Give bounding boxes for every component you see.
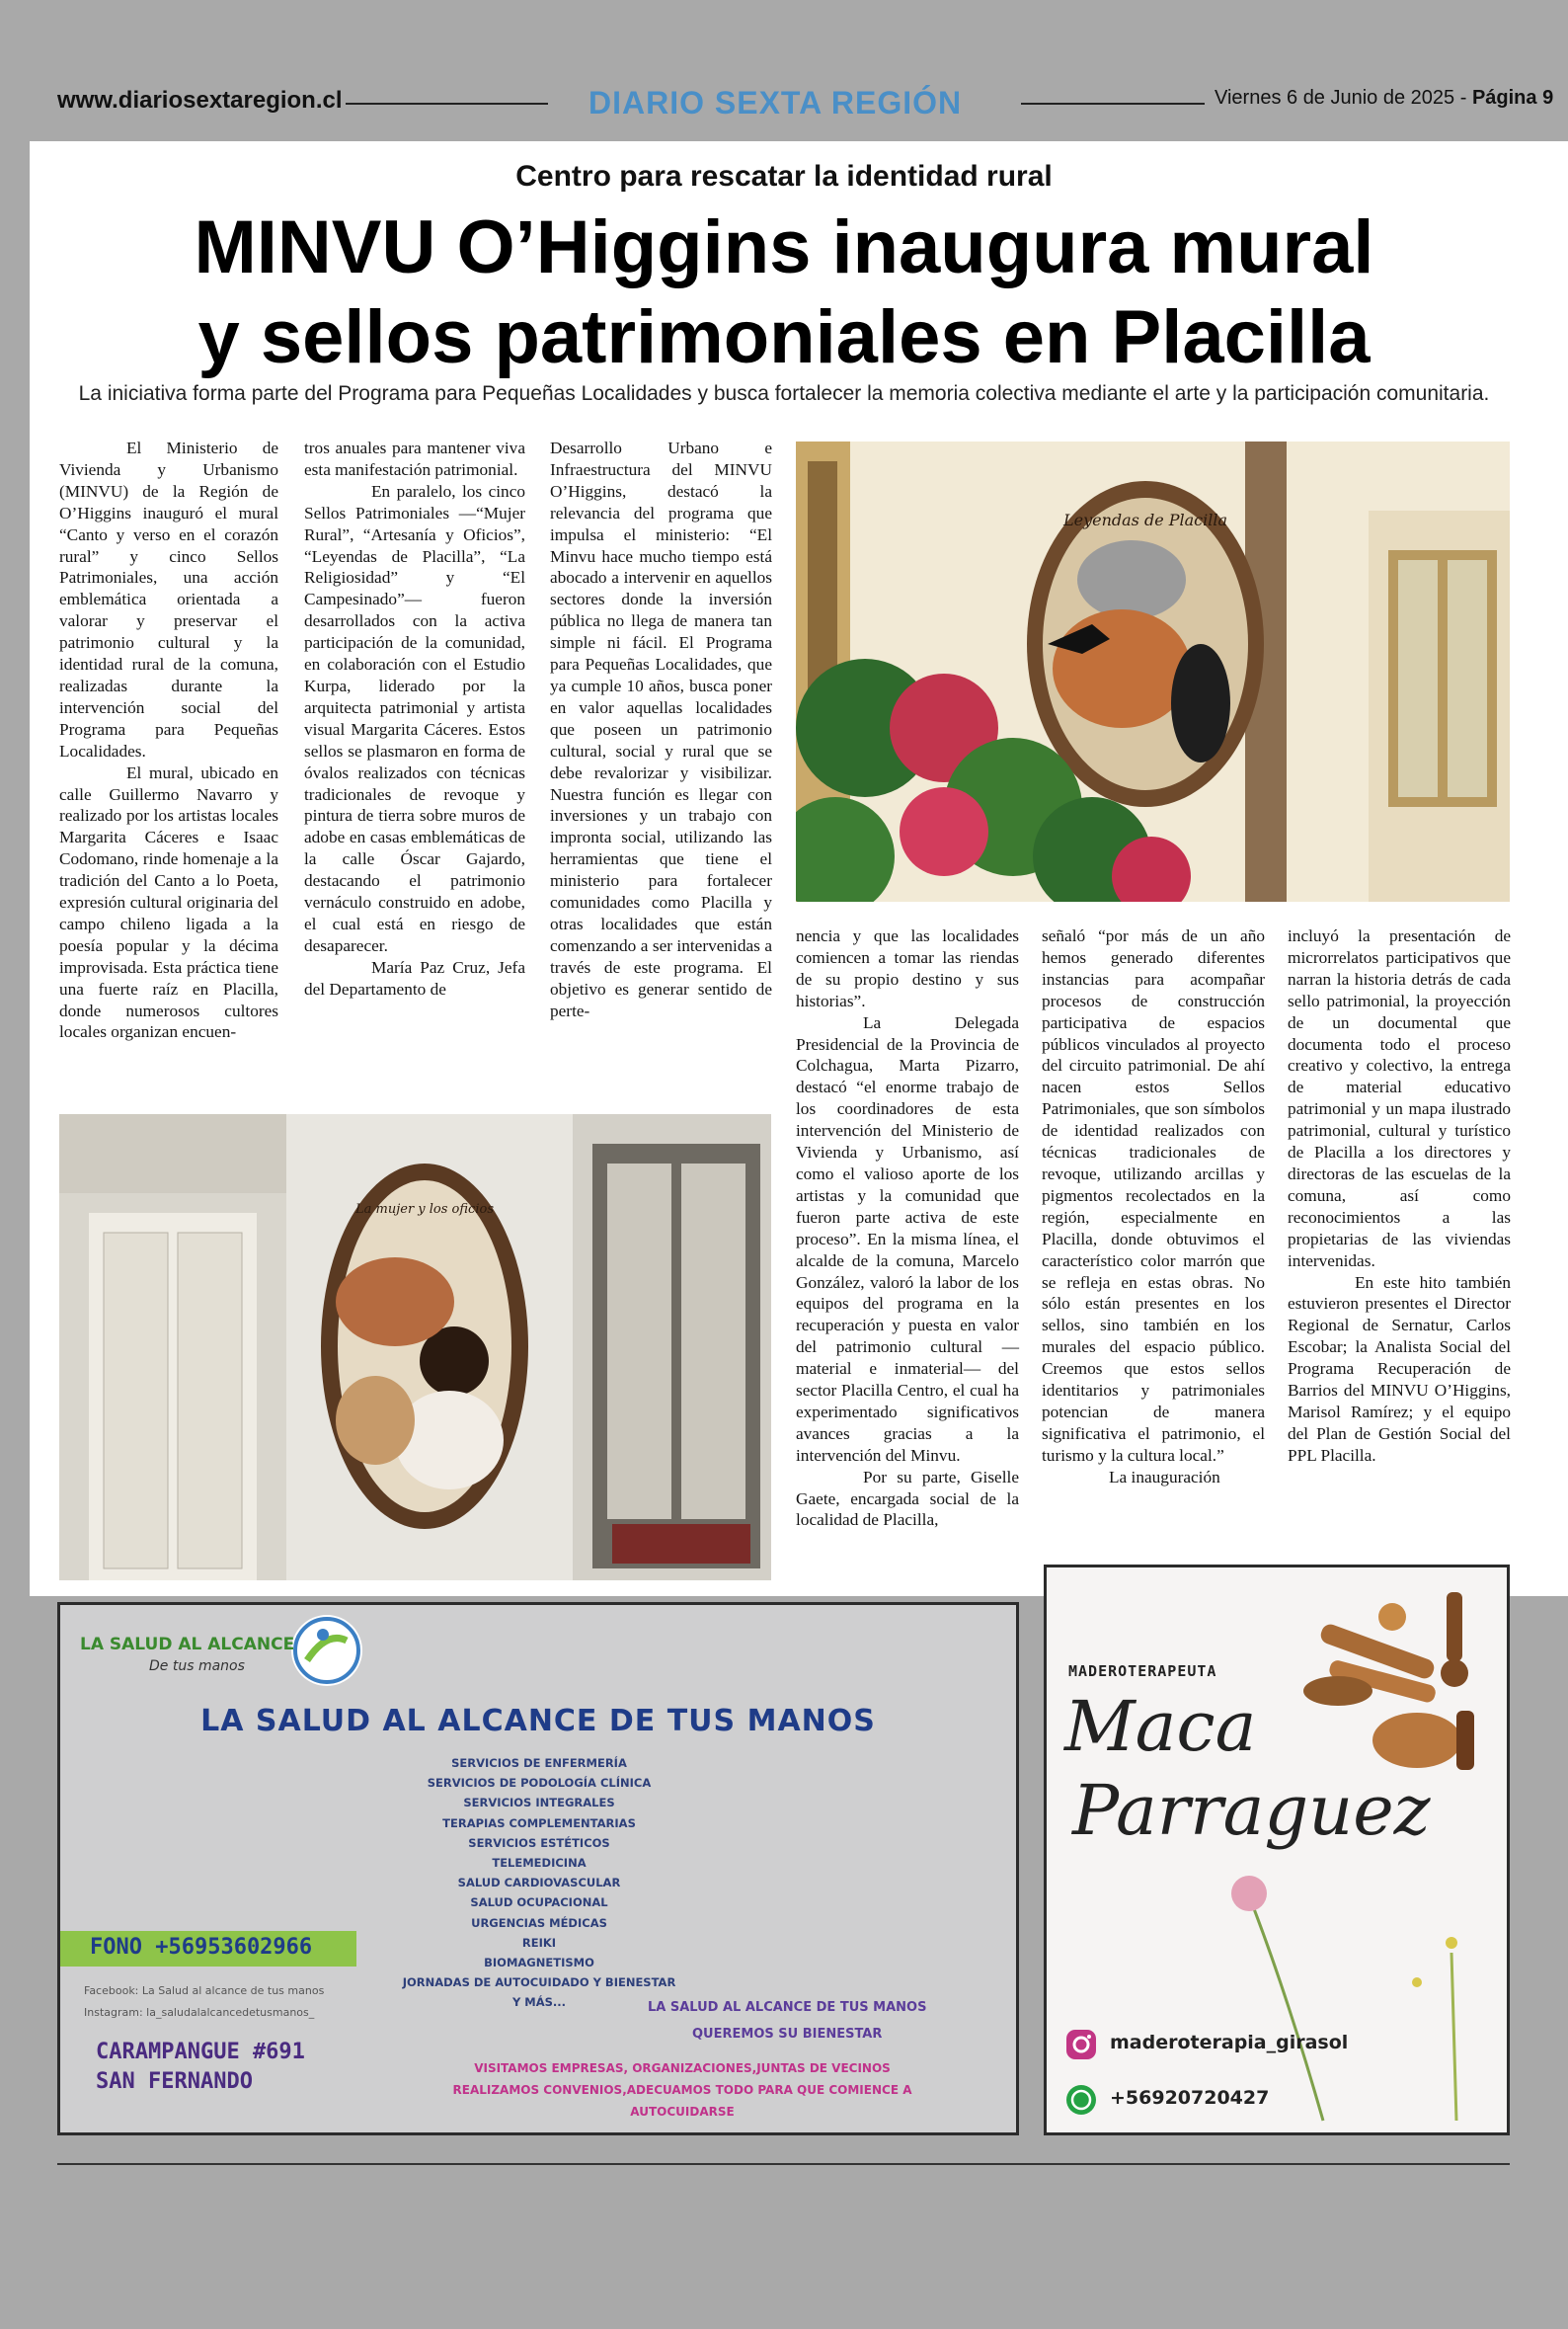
article-headline (0, 202, 1568, 382)
paragraph: señaló “por más de un año hemos generado diferentes instancias para acompañar procesos de construcción participativa de espacios públicos vinculados al proyecto del circuito patrimonial. De ahí nacen estos Sellos Patrimoniales, que son símbolos de identidad realizados con técnicas tradicionales de revoque, utilizando arcillas y pigmentos recolectados en la región, especialmente en Placilla, donde obtuvimos el característico color marrón que se refleja en estas obras. No sólo están presentes en los sellos, sino también en los murales del espacio público. Creemos que estos sellos identitarios y patrimoniales potencian de manera significativa el patrimonio, el turismo y la cultura local.” (1042, 926, 1265, 1465)
madero-name-first: Maca (1064, 1686, 1257, 1767)
paragraph: Desarrollo Urbano e Infraestructura del MINVU O’Higgins, destacó la relevancia del programa que impulsa el ministerio: “El Minvu hace mucho tiempo está abocado a intervenir en aquellos sectores donde la inversión pública no llega de manera tan simple ni fácil. El Programa para Pequeñas Localidades, que ya cumple 10 años, busca poner en valor aquellas localidades que poseen un patrimonio cultural, social y rural que se debe revalorizar y visibilizar. Nuestra función es llegar con inversiones y un trabajo con impronta social, utilizando las herramientas que tiene el ministerio para fortalecer comunidades como Placilla y otras localidades que están comenzando a ser intervenidas a través de este programa. El objetivo es generar sentido de perte- (550, 439, 772, 1020)
headline-line-2: y sellos patrimoniales en Placilla (197, 295, 1371, 379)
photo-illustration (59, 1114, 771, 1580)
salud-brand-sub: De tus manos (149, 1658, 245, 1674)
paragraph: El mural, ubicado en calle Guillermo Navarro y realizado por los artistas locales Margarita Cáceres e Isaac Codomano, rinde homenaje a la tradición del Canto a lo Poeta, expresión cultural originaria del campo chileno ligada a la poesía popular y la décima improvisada. Esta práctica tiene una fuerte raíz en Placilla, donde numerosos cultores locales organizan encuen- (59, 763, 278, 1042)
article-column-3 (550, 438, 772, 1021)
salud-bottom-line: AUTOCUIDARSE (630, 2105, 735, 2119)
salud-services-list (386, 1753, 692, 2013)
headline-line-1: MINVU O’Higgins inaugura mural (194, 205, 1374, 289)
paragraph: tros anuales para mantener viva esta manifestación patrimonial. (304, 439, 525, 479)
mural-text: Leyendas de Placilla (1062, 511, 1228, 529)
article-column-5 (1042, 925, 1265, 1488)
whatsapp-icon (1064, 2083, 1098, 2117)
photo-la-mujer-y-los-oficios (59, 1114, 771, 1580)
salud-bottom-text (386, 2057, 979, 2123)
wood-tools-icon (1298, 1582, 1496, 1780)
salud-instagram: Instagram: la_saludalalcancedetusmanos_ (84, 2006, 315, 2019)
service-item: JORNADAS DE AUTOCUIDADO Y BIENESTAR (402, 1975, 676, 1990)
paragraph: La inauguración (1109, 1467, 1220, 1486)
article-subhead: La iniciativa forma parte del Programa para Pequeñas Localidades y busca fortalecer la memoria colectiva mediante el arte y la participación comunitaria. (78, 382, 1490, 405)
ad-salud-al-alcance (57, 1602, 1019, 2135)
service-item: URGENCIAS MÉDICAS (471, 1915, 607, 1930)
ad-maderoterapeuta (1044, 1565, 1510, 2135)
paragraph: En paralelo, los cinco Sellos Patrimoniales —“Mujer Rural”, “Artesanía y Oficios”, “Leyendas de Placilla”, “La Religiosidad” y “El Campesinado”— fueron desarrollados con la activa participación de la comunidad, en colaboración con el Estudio Kurpa, liderado por la arquitecta patrimonial y artista visual Margarita Cáceres. Estos sellos se plasmaron en forma de óvalos realizados con técnicas tradicionales de revoque y pintura de tierra sobre muros de adobe en casas emblemáticas de la calle Óscar Gajardo, destacando el patrimonio vernáculo construido en adobe, el cual está en riesgo de desaparecer. (304, 481, 525, 955)
salud-slogan: LA SALUD AL ALCANCE DE TUS MANOS (648, 2000, 927, 2015)
service-item: SERVICIOS ESTÉTICOS (468, 1835, 610, 1850)
paragraph: nencia y que las localidades comiencen a tomar las riendas de su propio destino y sus historias”. (796, 926, 1019, 1010)
salud-bottom-line: REALIZAMOS CONVENIOS,ADECUAMOS TODO PARA QUE COMIENCE A (452, 2083, 912, 2097)
service-item: SERVICIOS INTEGRALES (463, 1796, 615, 1810)
salud-address-street: CARAMPANGUE #691 (96, 2040, 305, 2064)
article-kicker: Centro para rescatar la identidad rural (515, 160, 1053, 193)
madero-role: MADEROTERAPEUTA (1068, 1662, 1217, 1680)
paragraph: La Delegada Presidencial de la Provincia de Colchagua, Marta Pizarro, destacó “el enorme trabajo de los coordinadores de esta intervención del Ministerio de Vivienda y Urbanismo, así como el valioso aporte de los artistas y la comunidad que fueron parte activa de este proceso”. En la misma línea, el alcalde de la comuna, Marcelo González, valoró la labor de los equipos del programa en la recuperación y puesta en valor del patrimonio cultural —material e inmaterial— del sector Placilla Centro, el cual ha experimentado significativos avances gracias a la intervención del Minvu. (796, 1012, 1019, 1465)
service-item: Y MÁS... (511, 1995, 567, 2010)
service-item: SALUD OCUPACIONAL (470, 1895, 608, 1910)
salud-address-city: SAN FERNANDO (96, 2069, 253, 2094)
paragraph: María Paz Cruz, Jefa del Departamento de (304, 957, 525, 999)
madero-phone: +56920720427 (1110, 2087, 1270, 2109)
service-item: SERVICIOS DE PODOLOGÍA CLÍNICA (427, 1776, 652, 1791)
salud-logo-icon (287, 1611, 366, 1690)
article-column-6 (1288, 925, 1511, 1467)
madero-name-last: Parraguez (1072, 1770, 1431, 1851)
madero-instagram: maderoterapia_girasol (1110, 2032, 1349, 2053)
page-number: Página 9 (1471, 87, 1554, 109)
service-item: BIOMAGNETISMO (484, 1956, 594, 1970)
photo-leyendas-de-placilla (796, 442, 1510, 902)
photo-illustration (796, 442, 1510, 902)
issue-date (1215, 87, 1553, 110)
salud-phone: FONO +56953602966 (90, 1935, 313, 1960)
salud-brand: LA SALUD AL ALCANCE (80, 1635, 295, 1654)
header-rule-right (1021, 103, 1205, 105)
site-url: www.diariosextaregion.cl (57, 87, 343, 114)
article-column-4 (796, 925, 1019, 1531)
salud-title: LA SALUD AL ALCANCE DE TUS MANOS (200, 1704, 876, 1738)
paragraph: El Ministerio de Vivienda y Urbanismo (MINVU) de la Región de O’Higgins inauguró el mural “Canto y verso en el corazón rural” y cinco Sellos Patrimoniales, una acción emblemática orientada a valorar y preservar el patrimonio cultural y la identidad rural de la comuna, realizadas durante la intervención social del Programa para Pequeñas Localidades. (59, 439, 278, 761)
salud-slogan-2: QUEREMOS SU BIENESTAR (692, 2027, 883, 2042)
bottom-rule (57, 2163, 1510, 2165)
service-item: SERVICIOS DE ENFERMERÍA (451, 1756, 627, 1770)
service-item: REIKI (521, 1935, 557, 1950)
paragraph: incluyó la presentación de microrrelatos participativos que narran la historia detrás de cada sello patrimonial, la proyección de un documental que documenta todo el proceso creativo y colectivo, la entrega de material educativo patrimonial y un mapa ilustrado patrimonial, cultural y turístico de Placilla a los directores y directoras de las escuelas de la comuna, así como reconocimientos a las propietarias de las viviendas intervenidas. (1288, 926, 1511, 1270)
paragraph: En este hito también estuvieron presentes el Director Regional de Sernatur, Carlos Escobar; la Analista Social del Programa Recuperación de Barrios del MINVU O’Higgins, Marisol Ramírez; y el equipo del Plan de Gestión Social del PPL Placilla. (1288, 1272, 1511, 1465)
mural-text: La mujer y los oficios (355, 1202, 494, 1217)
article-column-1 (59, 438, 278, 1043)
service-item: SALUD CARDIOVASCULAR (457, 1876, 621, 1890)
instagram-icon (1064, 2028, 1098, 2061)
service-item: TERAPIAS COMPLEMENTARIAS (442, 1815, 636, 1830)
date-text: Viernes 6 de Junio de 2025 - (1215, 87, 1472, 109)
salud-phone-banner (60, 1931, 356, 1967)
masthead: DIARIO SEXTA REGIÓN (588, 85, 963, 120)
salud-bottom-line: VISITAMOS EMPRESAS, ORGANIZACIONES,JUNTAS DE VECINOS (474, 2061, 891, 2075)
salud-facebook: Facebook: La Salud al alcance de tus manos (84, 1984, 325, 1997)
service-item: TELEMEDICINA (492, 1856, 587, 1871)
paragraph: Por su parte, Giselle Gaete, encargada social de la localidad de Placilla, (796, 1467, 1019, 1530)
header-rule-left (346, 103, 548, 105)
article-column-2 (304, 438, 525, 1001)
